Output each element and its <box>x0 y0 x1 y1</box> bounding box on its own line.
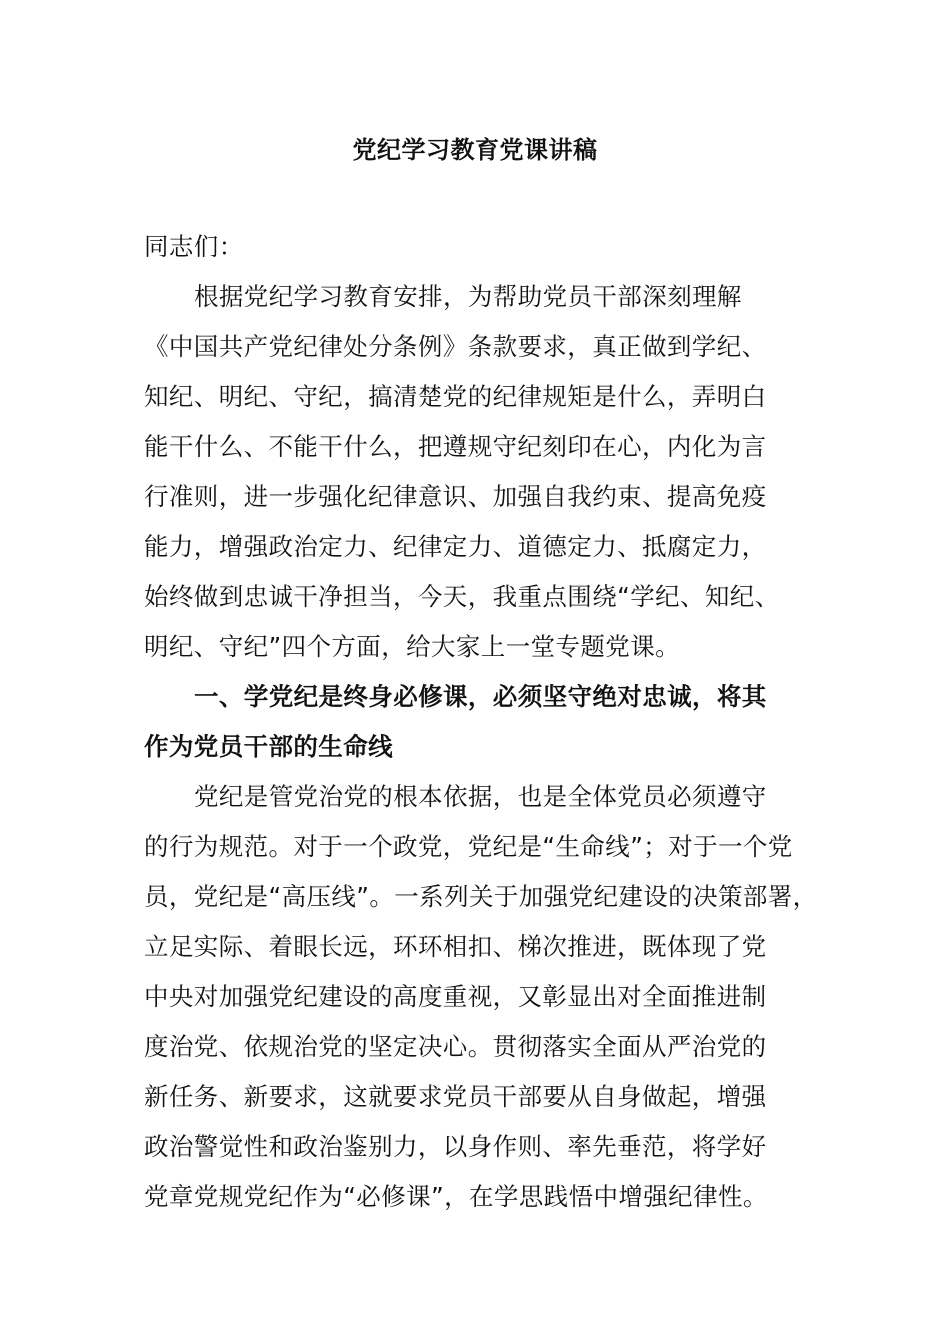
text-line: 度治党、依规治党的坚定决心。贯彻落实全面从严治党的 <box>144 1032 767 1061</box>
text-line: 知纪、明纪、守纪，搞清楚党的纪律规矩是什么，弄明白 <box>144 382 767 411</box>
text-line: 能力，增强政治定力、纪律定力、道德定力、抵腐定力， <box>144 532 767 561</box>
document-body <box>144 222 834 1222</box>
heading-line: 作为党员干部的生命线 <box>144 732 393 761</box>
text-line: 根据党纪学习教育安排，为帮助党员干部深刻理解 <box>194 282 742 311</box>
text-line: 党章党规党纪作为“必修课”，在学思践悟中增强纪律性。 <box>144 1182 768 1211</box>
document-title: 党纪学习教育党课讲稿 <box>352 136 598 164</box>
text-line: 能干什么、不能干什么，把遵规守纪刻印在心，内化为言 <box>144 432 767 461</box>
paragraph-intro <box>144 272 834 672</box>
text-line: 明纪、守纪”四个方面，给大家上一堂专题党课。 <box>144 632 680 661</box>
text-line: 的行为规范。对于一个政党，党纪是“生命线”；对于一个党 <box>144 832 793 861</box>
section-heading-1 <box>144 672 834 772</box>
text-line: 立足实际、着眼长远，环环相扣、梯次推进，既体现了党 <box>144 932 767 961</box>
text-line: 党纪是管党治党的根本依据，也是全体党员必须遵守 <box>194 782 767 811</box>
text-line: 始终做到忠诚干净担当，今天，我重点围绕“学纪、知纪、 <box>144 582 780 611</box>
text-line: 员，党纪是“高压线”。一系列关于加强党纪建设的决策部署， <box>144 882 818 911</box>
text-line: 中央对加强党纪建设的高度重视，又彰显出对全面推进制 <box>144 982 767 1011</box>
paragraph-section-1 <box>144 772 834 1222</box>
salutation: 同志们： <box>144 232 244 261</box>
text-line: 行准则，进一步强化纪律意识、加强自我约束、提高免疫 <box>144 482 767 511</box>
text-line: 新任务、新要求，这就要求党员干部要从自身做起，增强 <box>144 1082 767 1111</box>
text-line: 政治警觉性和政治鉴别力，以身作则、率先垂范，将学好 <box>144 1132 767 1161</box>
text-line: 《中国共产党纪律处分条例》条款要求，真正做到学纪、 <box>144 332 767 361</box>
heading-line: 一、学党纪是终身必修课，必须坚守绝对忠诚，将其 <box>194 682 767 711</box>
